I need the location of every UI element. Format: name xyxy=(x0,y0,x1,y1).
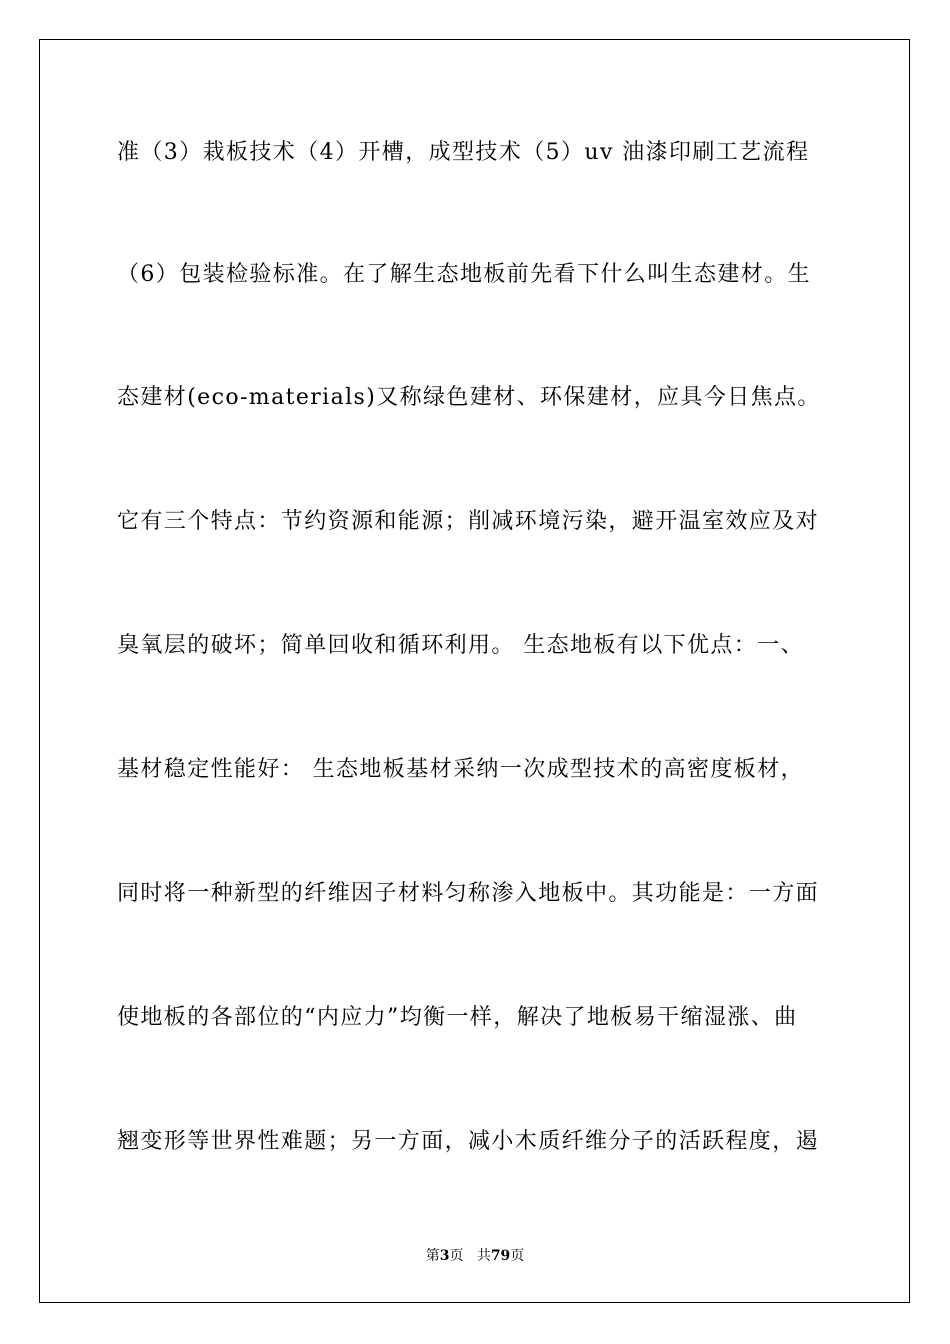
page-footer xyxy=(0,1247,950,1265)
body-text-line-2: （6）包装检验标准。在了解生态地板前先看下什么叫生态建材。生 xyxy=(117,262,811,287)
body-text-line-7: 同时将一种新型的纤维因子材料匀称渗入地板中。其功能是：一方面 xyxy=(117,881,820,906)
body-text-line-9: 翘变形等世界性难题；另一方面，减小木质纤维分子的活跃程度，遏 xyxy=(117,1129,820,1154)
body-text-line-5: 臭氧层的破坏；简单回收和循环利用。 生态地板有以下优点：一、 xyxy=(117,633,804,658)
total-prefix: 共 xyxy=(476,1248,491,1264)
page-border xyxy=(39,39,910,1303)
page-prefix: 第 xyxy=(425,1248,440,1264)
total-suffix: 页 xyxy=(510,1248,525,1264)
total-pages: 79 xyxy=(490,1248,511,1264)
body-text-line-8: 使地板的各部位的“内应力”均衡一样，解决了地板易干缩湿涨、曲 xyxy=(117,1005,798,1030)
page-number: 3 xyxy=(439,1248,450,1264)
body-text-line-4: 它有三个特点：节约资源和能源；削减环境污染，避开温室效应及对 xyxy=(117,509,820,534)
body-text-line-3: 态建材(eco-materials)又称绿色建材、环保建材，应具今日焦点。 xyxy=(117,385,821,410)
body-text-line-6: 基材稳定性能好： 生态地板基材采纳一次成型技术的高密度板材， xyxy=(117,757,804,782)
body-text-line-1: 准（3）栽板技术（4）开槽，成型技术（5）uv 油漆印刷工艺流程 xyxy=(117,140,810,165)
page-suffix: 页 xyxy=(449,1248,464,1264)
